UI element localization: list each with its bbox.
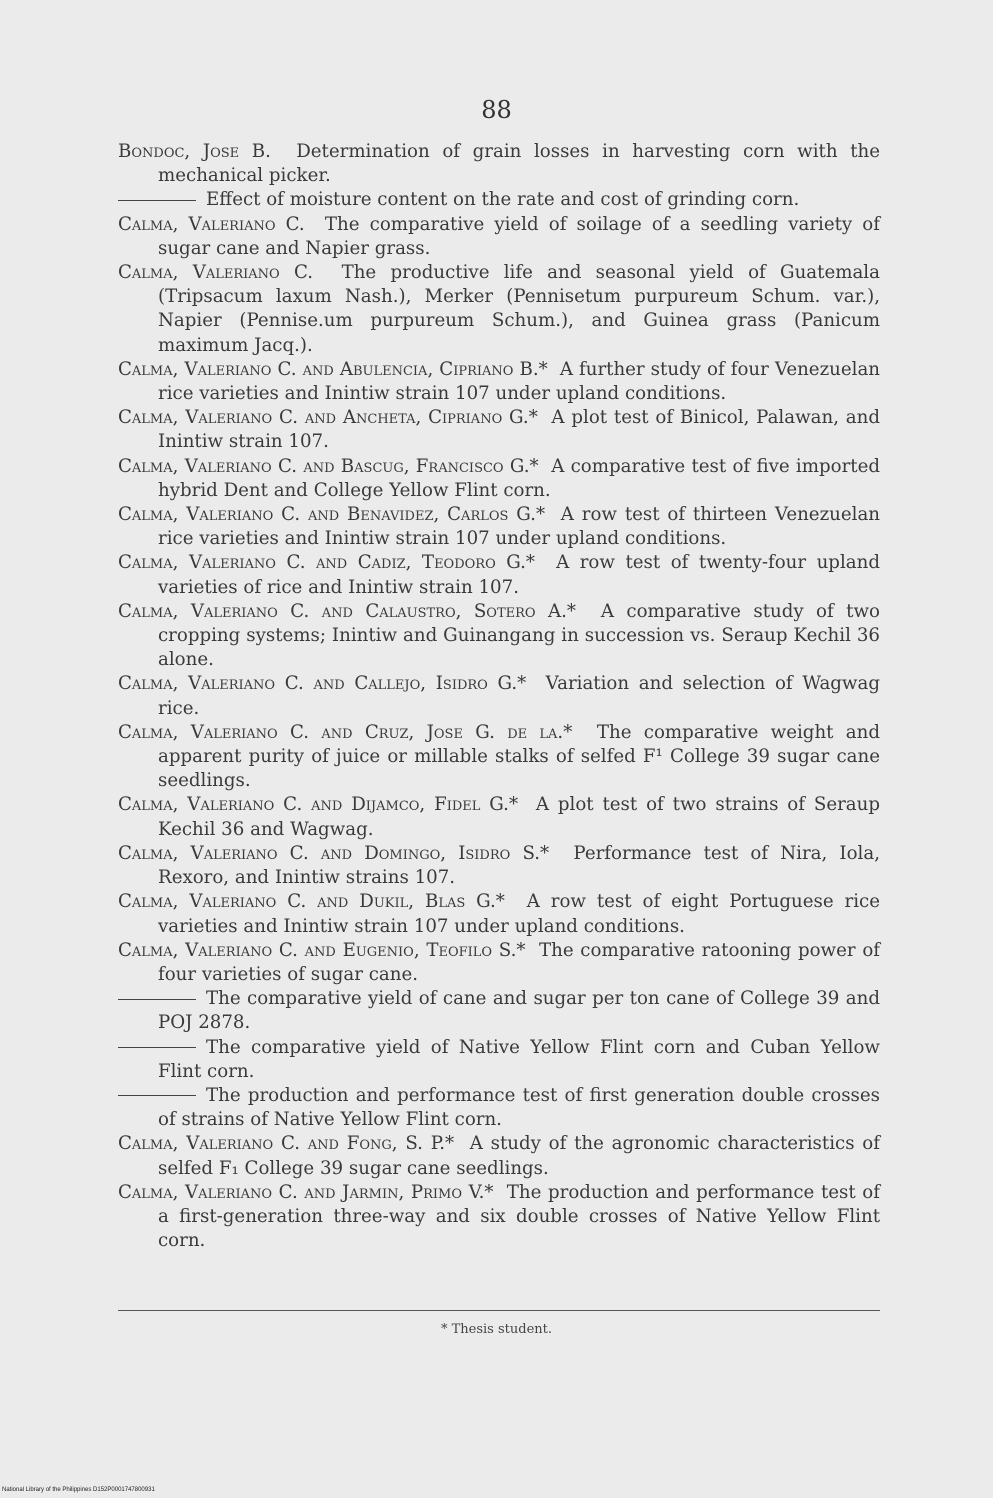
entry-title: The comparative yield of cane and sugar per ton cane of College 39 and POJ 2878. <box>158 988 880 1034</box>
entry-title: The comparative weight and apparent purity of juice or millable stalks of selfed F¹ College 39 sugar cane seedlings. <box>158 721 880 792</box>
entry-title: Determination of grain losses in harvesting corn with the mechanical picker. <box>158 141 880 187</box>
entry-title: A row test of eight Portuguese rice varieties and Inintiw strain 107 under upland conditions. <box>158 891 880 937</box>
entry-author: Calma, Valeriano C. and Callejo, Isidro G.* <box>118 673 527 695</box>
entry-title: A row test of thirteen Venezuelan rice varieties and Inintiw strain 107 under upland conditions. <box>158 504 880 550</box>
bibliography-entry <box>118 1036 880 1084</box>
bibliography-entry <box>118 793 880 841</box>
entry-author: Calma, Valeriano C. and Eugenio, Teofilo S.* <box>118 939 526 961</box>
bibliography-entry <box>118 188 880 212</box>
scan-credit: National Library of the Philippines D152P0001747800931 <box>2 1487 155 1493</box>
bibliography-entry <box>118 600 880 673</box>
entry-title: A row test of twenty-four upland varieties of rice and Inintiw strain 107. <box>158 552 880 598</box>
entry-title: The comparative yield of Native Yellow Flint corn and Cuban Yellow Flint corn. <box>158 1036 880 1082</box>
entry-title: The production and performance test of a first-generation three-way and six double crosses of Native Yellow Flint corn. <box>158 1181 880 1252</box>
entry-author: Calma, Valeriano C. and Domingo, Isidro S.* <box>118 842 550 864</box>
entry-author: Calma, Valeriano C. and Fong, S. P.* <box>118 1133 455 1155</box>
entry-author: Calma, Valeriano C. and Jarmin, Primo V.* <box>118 1181 494 1203</box>
bibliography-entry <box>118 987 880 1035</box>
entry-author: Calma, Valeriano C. and Calaustro, Sotero A.* <box>118 600 576 622</box>
ditto-dash <box>118 1095 196 1096</box>
bibliography-entry <box>118 939 880 987</box>
entry-title: A study of the agronomic characteristics of selfed F₁ College 39 sugar cane seedlings. <box>158 1133 880 1179</box>
entry-title: The comparative ratooning power of four varieties of sugar cane. <box>158 939 880 985</box>
bibliography-entry <box>118 842 880 890</box>
entry-title: Variation and selection of Wagwag rice. <box>158 673 880 719</box>
bibliography-entry <box>118 721 880 794</box>
entry-author: Bondoc, Jose B. <box>118 141 271 162</box>
entry-title: The comparative yield of soilage of a seedling variety of sugar cane and Napier grass. <box>158 213 880 259</box>
bibliography-entry <box>118 672 880 720</box>
page-number: 88 <box>481 96 512 124</box>
entry-title: A plot test of Binicol, Palawan, and Inintiw strain 107. <box>158 407 880 453</box>
bibliography-entry <box>118 1132 880 1180</box>
entry-title: A comparative study of two cropping systems; Inintiw and Guinangang in succession vs. Seraup Kechil 36 alone. <box>158 600 880 671</box>
entry-title: A comparative test of five imported hybrid Dent and College Yellow Flint corn. <box>158 455 880 501</box>
entry-author: Calma, Valeriano C. and Dukil, Blas G.* <box>118 891 505 913</box>
entry-title: A plot test of two strains of Seraup Kechil 36 and Wagwag. <box>158 794 880 840</box>
entry-author: Calma, Valeriano C. and Abulencia, Cipriano B.* <box>118 358 548 380</box>
entry-title: Performance test of Nira, Iola, Rexoro, and Inintiw strains 107. <box>158 842 880 889</box>
entry-author: Calma, Valeriano C. <box>118 213 305 235</box>
entry-author: Calma, Valeriano C. and Dijamco, Fidel G.* <box>118 794 519 816</box>
ditto-dash <box>118 200 196 201</box>
bibliography-entry <box>118 358 880 406</box>
bibliography-list <box>118 140 880 1253</box>
bibliography-entry <box>118 551 880 599</box>
entry-author: Calma, Valeriano C. and Cadiz, Teodoro G.* <box>118 552 536 574</box>
bibliography-entry <box>118 455 880 503</box>
bibliography-entry <box>118 503 880 551</box>
ditto-dash <box>118 1047 196 1048</box>
bibliography-entry <box>118 1084 880 1132</box>
entry-title: Effect of moisture content on the rate and cost of grinding corn. <box>206 189 800 211</box>
footnote-divider <box>118 1310 880 1311</box>
entry-author: Calma, Valeriano C. <box>118 262 314 284</box>
entry-title: The productive life and seasonal yield of Guatemala (Tripsacum laxum Nash.), Merker (Pennisetum purpureum Schum. var.), Napier (Pennise.um purpureum Schum.), and Guinea grass (Panicum maximum Jacq.). <box>158 262 880 356</box>
bibliography-entry <box>118 890 880 938</box>
entry-author: Calma, Valeriano C. and Bascug, Francisco G.* <box>118 455 539 477</box>
bibliography-entry <box>118 261 880 358</box>
entry-title: The production and performance test of first generation double crosses of strains of Native Yellow Flint corn. <box>158 1084 880 1131</box>
bibliography-entry <box>118 1181 880 1254</box>
bibliography-entry <box>118 213 880 261</box>
bibliography-entry <box>118 406 880 454</box>
entry-title: A further study of four Venezuelan rice varieties and Inintiw strain 107 under upland conditions. <box>158 358 881 405</box>
entry-author: Calma, Valeriano C. and Cruz, Jose G. de la.* <box>118 721 573 743</box>
entry-author: Calma, Valeriano C. and Ancheta, Cipriano G.* <box>118 407 538 429</box>
footnote: * Thesis student. <box>440 1322 552 1337</box>
bibliography-entry <box>118 140 880 188</box>
entry-author: Calma, Valeriano C. and Benavidez, Carlos G.* <box>118 504 546 526</box>
ditto-dash <box>118 999 196 1000</box>
